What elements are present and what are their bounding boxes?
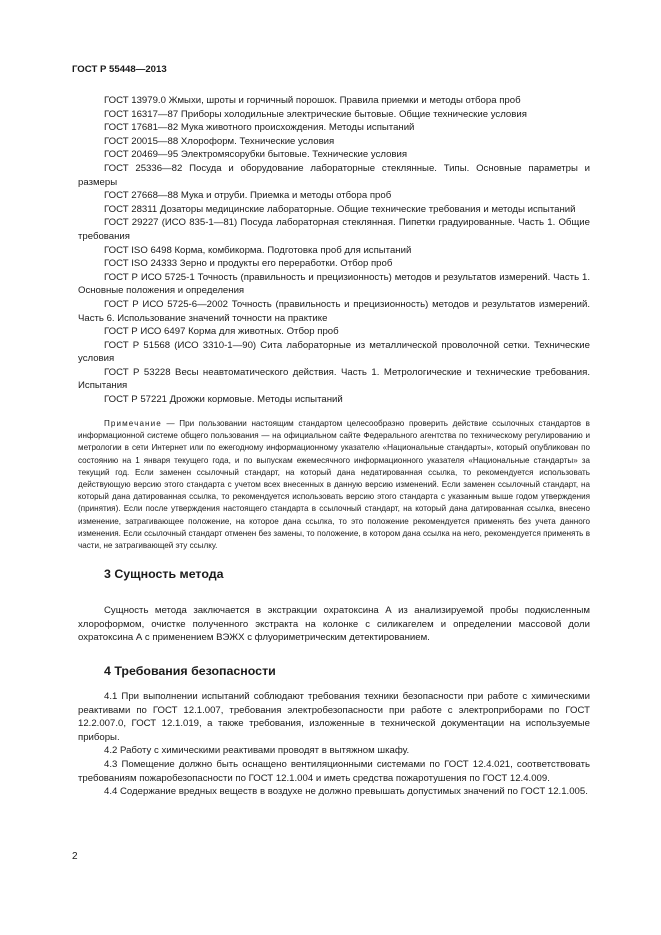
section-3-heading: 3 Сущность метода xyxy=(104,567,224,581)
section-4-paragraph: 4.4 Содержание вредных веществ в воздухе не должно превышать допустимых значений по ГОСТ 12.1.005. xyxy=(104,786,588,798)
note-block xyxy=(78,418,590,552)
note-label: Примечание xyxy=(104,419,162,428)
reference-item: ГОСТ 17681—82 Мука животного происхождения. Методы испытаний xyxy=(104,122,415,134)
section-3-body xyxy=(78,604,590,645)
document-header: ГОСТ Р 55448—2013 xyxy=(72,64,167,75)
section-4-paragraph: 4.2 Работу с химическими реактивами проводят в вытяжном шкафу. xyxy=(104,745,410,757)
reference-item: ГОСТ 20469—95 Электромясорубки бытовые. Технические условия xyxy=(104,149,408,161)
reference-item: ГОСТ 20015—88 Хлороформ. Технические условия xyxy=(104,135,335,147)
reference-item: ГОСТ Р 57221 Дрожжи кормовые. Методы испытаний xyxy=(104,394,343,406)
page-number: 2 xyxy=(72,851,78,862)
section-3-paragraph: Сущность метода заключается в экстракции охратоксина А из анализируемой пробы подкисленным хлороформом, очистке полученного экстракта на колонке с силикагелем и определении массовой доли охратоксина А с применением ВЭЖХ с флуориметрическим детектированием. xyxy=(78,605,590,644)
reference-item: ГОСТ 28311 Дозаторы медицинские лабораторные. Общие технические требования и методы испытаний xyxy=(104,203,576,215)
reference-item: ГОСТ 16317—87 Приборы холодильные электрические бытовые. Общие технические условия xyxy=(104,108,527,120)
normative-references-list xyxy=(78,94,590,407)
reference-item: ГОСТ ISO 24333 Зерно и продукты его переработки. Отбор проб xyxy=(104,258,393,270)
reference-item: ГОСТ ISO 6498 Корма, комбикорма. Подготовка проб для испытаний xyxy=(104,244,412,256)
reference-item: ГОСТ Р ИСО 5725-1 Точность (правильность и прецизионность) методов и результатов измерений. Часть 1. Основные положения и определения xyxy=(78,271,590,297)
note-text: — При пользовании настоящим стандартом целесообразно проверить действие ссылочных стандартов в информационной системе общего пользования — на официальном сайте Федерального агентства по техническому регулированию и метрологии в сети Интернет или по ежегодному информационному указателю «Национальные стандарты», который опубликован по состоянию на 1 января текущего года, и по выпускам ежемесячного информационного указателя «Национальные стандарты» за текущий год. Если заменен ссылочный стандарт, на который дана недатированная ссылка, то рекомендуется использовать действующую версию этого стандарта с учетом всех внесенных в данную версию изменений. Если заменен ссылочный стандарт, на который дана датированная ссылка, то рекомендуется использовать версию этого стандарта с указанным выше годом утверждения (принятия). Если после утверждения настоящего стандарта в ссылочный стандарт, на который дана датированная ссылка, внесено изменение, затрагивающее положение, на которое дана ссылка, то это положение рекомендуется применять без учета данного изменения. Если ссылочный стандарт отменен без замены, то положение, в котором дана ссылка на него, рекомендуется применять в части, не затрагивающей эту ссылку. xyxy=(78,419,590,551)
reference-item: ГОСТ Р ИСО 5725-6—2002 Точность (правильность и прецизионность) методов и результатов измерений. Часть 6. Использование значений точности на практике xyxy=(78,298,590,324)
reference-item: ГОСТ 13979.0 Жмыхи, шроты и горчичный порошок. Правила приемки и методы отбора проб xyxy=(104,95,521,106)
reference-item: ГОСТ Р ИСО 6497 Корма для животных. Отбор проб xyxy=(104,326,339,338)
section-4-paragraph: 4.1 При выполнении испытаний соблюдают требования техники безопасности при работе с химическими реактивами по ГОСТ 12.1.007, требования электробезопасности при работе с электроприборами по ГОСТ 12.2.007.0, ГОСТ 12.1.019, а также требования, изложенные в технической документации на используемые приборы. xyxy=(78,691,590,743)
section-4-paragraph: 4.3 Помещение должно быть оснащено вентиляционными системами по ГОСТ 12.4.021, соответствовать требованиям пожаробезопасности по ГОСТ 12.1.004 и иметь средства пожаротушения по ГОСТ 12.4.009. xyxy=(78,758,590,784)
reference-item: ГОСТ 25336—82 Посуда и оборудование лабораторные стеклянные. Типы. Основные параметры и размеры xyxy=(78,162,590,188)
reference-item: ГОСТ Р 51568 (ИСО 3310-1—90) Сита лабораторные из металлической проволочной сетки. Технические условия xyxy=(78,339,590,365)
reference-item: ГОСТ Р 53228 Весы неавтоматического действия. Часть 1. Метрологические и технические требования. Испытания xyxy=(78,366,590,392)
reference-item: ГОСТ 27668—88 Мука и отруби. Приемка и методы отбора проб xyxy=(104,190,392,202)
reference-item: ГОСТ 29227 (ИСО 835-1—81) Посуда лабораторная стеклянная. Пипетки градуированные. Часть 1. Общие требования xyxy=(78,217,590,242)
section-4-body xyxy=(78,690,590,799)
section-4-heading: 4 Требования безопасности xyxy=(104,664,276,678)
